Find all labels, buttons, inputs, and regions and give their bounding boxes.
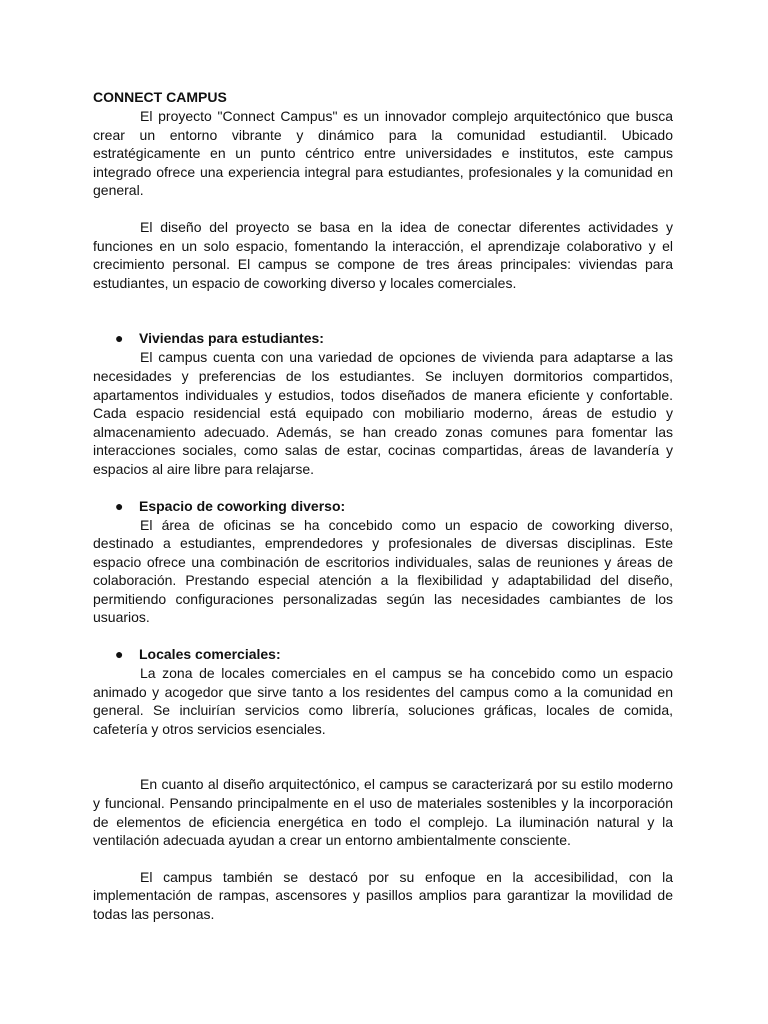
section-heading-text: Viviendas para estudiantes:: [139, 330, 324, 347]
section-body: El campus cuenta con una variedad de opciones de vivienda para adaptarse a las necesidades y preferencias de los estudiantes. Se incluyen dormitorios compartidos, apartamentos individuales y estudios, todos diseñados de manera eficiente y confortable. Cada espacio residencial está equipado con mobiliario moderno, áreas de estudio y almacenamiento adecuado. Además, se han creado zonas comunes para fomentar las interacciones sociales, como salas de estar, cocinas compartidas, áreas de lavandería y espacios al aire libre para relajarse.: [93, 349, 673, 477]
section-heading: [93, 645, 673, 664]
section-locales: [93, 645, 673, 738]
bullet-icon: ●: [115, 646, 124, 663]
spacer: [93, 479, 673, 497]
section-heading-text: Espacio de coworking diverso:: [139, 497, 346, 514]
spacer: [93, 627, 673, 645]
bullet-icon: ●: [115, 330, 124, 347]
bullet-icon: ●: [115, 497, 124, 514]
section-body: La zona de locales comerciales en el campus se ha concebido como un espacio animado y acogedor que sirve tanto a los residentes del campus como a la comunidad en general. Se incluirían servicios como librería, soluciones gráficas, locales de comida, cafetería y otros servicios esenciales.: [93, 665, 673, 737]
intro-paragraph-1: El proyecto "Connect Campus" es un innovador complejo arquitectónico que busca crear un entorno vibrante y dinámico para la comunidad estudiantil. Ubicado estratégicamente en un punto céntrico entre universidades e institutos, este campus integrado ofrece una experiencia integral para estudiantes, profesionales y la comunidad en general.: [93, 108, 673, 199]
section-viviendas: [93, 329, 673, 478]
intro-paragraph-2: El diseño del proyecto se basa en la idea de conectar diferentes actividades y funciones en un solo espacio, fomentando la interacción, el aprendizaje colaborativo y el crecimiento personal. El campus se compone de tres áreas principales: viviendas para estudiantes, un espacio de coworking diverso y locales comerciales.: [93, 218, 673, 291]
spacer: [93, 850, 673, 868]
section-heading: [93, 329, 673, 348]
spacer: [93, 292, 673, 329]
section-coworking: [93, 497, 673, 628]
closing-paragraph-2: El campus también se destacó por su enfoque en la accesibilidad, con la implementación de rampas, ascensores y pasillos amplios para garantizar la movilidad de todas las personas.: [93, 868, 673, 922]
closing-paragraph-1: En cuanto al diseño arquitectónico, el campus se caracterizará por su estilo moderno y funcional. Pensando principalmente en el uso de materiales sostenibles y la incorporación de elementos de eficiencia energética en todo el complejo. La iluminación natural y la ventilación adecuada ayudan a crear un entorno ambientalmente consciente.: [93, 776, 673, 849]
section-body: El área de oficinas se ha concebido como un espacio de coworking diverso, destinado a estudiantes, emprendedores y profesionales de diversas disciplinas. Este espacio ofrece una combinación de escritorios individuales, salas de reuniones y áreas de colaboración. Prestando especial atención a la flexibilidad y adaptabilidad del diseño, permitiendo configuraciones personalizadas según las necesidades cambiantes de los usuarios.: [93, 516, 673, 626]
document-title: CONNECT CAMPUS: [93, 89, 227, 105]
section-heading: [93, 497, 673, 516]
section-heading-text: Locales comerciales:: [139, 646, 281, 663]
spacer: [93, 200, 673, 218]
spacer: [93, 738, 673, 775]
